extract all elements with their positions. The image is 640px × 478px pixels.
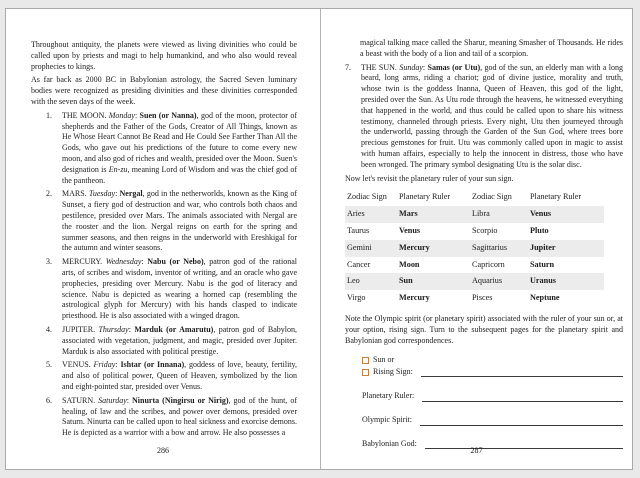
list-item-number: 7. — [345, 62, 351, 72]
page-divider — [320, 9, 321, 469]
olympic-spirit-label: Olympic Spirit: — [362, 414, 412, 424]
column-header: Zodiac Sign — [472, 192, 512, 202]
planetary-ruler-input-line[interactable] — [422, 393, 623, 402]
table-cell: Cancer — [347, 259, 371, 269]
sun-option-row — [362, 355, 623, 366]
sun-checkbox-label: Sun or — [373, 355, 395, 365]
table-cell: Mercury — [399, 293, 430, 303]
table-cell: Sun — [399, 276, 413, 286]
table-cell: Aquarius — [472, 276, 503, 286]
list-item-jupiter — [31, 325, 297, 357]
list-item-venus — [31, 360, 297, 392]
list-item-text: THE SUN. Sunday: Samas (or Utu), god of the sun, an elderly man with a long beard, long arms, riding a chariot; god of divine justice, morality and truth, whose twin is the goddess Inanna, Queen of Heaven, this god of the light, presided over the Sun. As Utu rode through the heavens, he witnessed everything that happened in the world, and thus could be called upon to share his witness testimony, channeled through priests. Every night, Utu then journeyed through the underworld, passing through the Garden of the Sun God, where trees bore precious gemstones for fruit. Utu was commonly called upon in magic to assist with human affairs, especially to help the innocent in distress, those who have been wronged. The primary symbol designating Utu is the solar disc. — [361, 62, 623, 169]
planetary-ruler-row — [362, 391, 623, 402]
table-cell: Mercury — [399, 242, 430, 252]
rising-sign-checkbox[interactable] — [362, 369, 369, 376]
left-page — [31, 40, 297, 442]
table-cell: Leo — [347, 276, 360, 286]
worksheet-form — [362, 355, 623, 449]
table-cell: Gemini — [347, 242, 372, 252]
list-item-mars — [31, 189, 297, 254]
table-row — [345, 240, 604, 257]
intro-paragraph: Throughout antiquity, the planets were viewed as living divinities who could be called upon by priests and magi to help humankind, and who also would reveal prophecies to kings. — [31, 40, 297, 71]
left-page-number: 286 — [157, 446, 169, 455]
table-row — [345, 257, 604, 274]
right-page — [345, 38, 623, 449]
table-cell: Aries — [347, 209, 365, 219]
table-row — [345, 273, 604, 290]
table-cell: Uranus — [530, 276, 556, 286]
olympic-spirit-input-line[interactable] — [420, 417, 623, 426]
table-row — [345, 206, 604, 223]
table-cell: Venus — [399, 225, 421, 235]
list-item-number: 2. — [46, 189, 52, 199]
column-header: Zodiac Sign — [347, 192, 387, 202]
table-cell: Neptune — [530, 293, 560, 303]
list-item-number: 3. — [46, 257, 52, 267]
column-header: Planetary Ruler — [399, 192, 451, 202]
right-page-number: 287 — [470, 446, 483, 455]
table-cell: Pluto — [530, 225, 549, 235]
list-item-number: 5. — [46, 360, 52, 370]
table-cell: Virgo — [347, 293, 366, 303]
list-item-text: JUPITER. Thursday: Marduk (or Amarutu), patron god of Babylon, associated with vegetation, judgment, and magic, presided over Jupiter. Marduk is also associated with political prestige. — [62, 324, 297, 356]
column-header: Planetary Ruler — [530, 192, 582, 202]
table-cell: Taurus — [347, 225, 370, 235]
list-item-number: 4. — [46, 324, 52, 334]
babylon-paragraph: As far back as 2000 BC in Babylonian astrology, the Sacred Seven luminary bodies were recognized as presiding divinities and these divinities corresponded with the seven days of the week. — [31, 75, 297, 106]
list-item-text: MARS. Tuesday: Nergal, god in the netherworlds, known as the King of Sunset, a fiery god of destruction and war, who controls both chaos and pestilence, presided over Mars. The animals associated with Nergal are the rooster and the lion. Nergal reigns on earth for the spring and summer seasons, and then reigns in the underworld with Ereshkigal for the autumn and winter seasons. — [62, 189, 297, 253]
rising-sign-input-line[interactable] — [421, 368, 623, 377]
table-cell: Scorpio — [472, 225, 498, 235]
list-item-text: MERCURY. Wednesday: Nabu (or Nebo), patron god of the rational arts, of scribes and wisdom, inventor of writing, and an oracle who gave prophecies, presiding over Mercury. Nabu is the god of literacy and science. Nabu is depicted as wearing a horned cap (resembling the astrological glyph for Mercury) with his hands clasped to indicate priesthood. He is also associated with a winged dragon. — [62, 257, 298, 321]
table-cell: Moon — [399, 259, 420, 269]
list-item-sun — [345, 63, 623, 171]
rising-sign-checkbox-label: Rising Sign: — [373, 367, 413, 377]
list-item-text: THE MOON. Monday: Suen (or Nanna), god of the moon, protector of shepherds and the Father of the Gods, Creator of All Things, known as He Whose Heart Cannot Be Read and He Could See Farther Than All the Gods, who gave out his predictions of the future to come every new moon, and also god of riches and wealth, presided over the Moon. Suen's designation is En-zu, meaning Lord of Wisdom and was the chief god of the pantheon. — [62, 110, 297, 185]
list-item-text: SATURN. Saturday: Ninurta (Ningirsu or Nirig), god of the hunt, of healing, of law and the scribes, and power over demons, presided over Saturn. Ninurta can be called upon to heal sickness and exorcise demons. He is depicted as a warrior with a bow and arrow. He also possesses a — [62, 395, 297, 438]
planetary-ruler-label: Planetary Ruler: — [362, 390, 415, 400]
list-item-moon — [31, 111, 297, 187]
table-row — [345, 290, 604, 307]
table-cell: Jupiter — [530, 242, 556, 252]
table-cell: Libra — [472, 209, 490, 219]
table-header-row — [345, 189, 604, 206]
sun-checkbox[interactable] — [362, 357, 369, 364]
note-paragraph: Note the Olympic spirit (or planetary spirit) associated with the ruler of your sun or, at your option, rising sign. Turn to the subsequent pages for the planetary spirit and Babylonian god correspondences. — [345, 313, 623, 345]
table-cell: Mars — [399, 209, 418, 219]
table-cell: Capricorn — [472, 259, 505, 269]
book-spread — [5, 8, 633, 470]
olympic-spirit-row — [362, 415, 623, 426]
saturn-continuation-paragraph: magical talking mace called the Sharur, meaning Smasher of Thousands. He rides a beast with the body of a lion and tail of a scorpion. — [360, 38, 623, 58]
table-row — [345, 223, 604, 240]
rising-sign-option-row — [362, 367, 623, 378]
table-cell: Pisces — [472, 293, 493, 303]
list-item-number: 6. — [46, 395, 52, 405]
revisit-paragraph: Now let's revisit the planetary ruler of your sun sign. — [345, 173, 514, 183]
list-item-text: VENUS. Friday: Ishtar (or Innana), goddess of love, beauty, fertility, and also of political power, Queen of Heaven, symbolized by the lion and eight-pointed star, presided over Venus. — [62, 360, 297, 391]
table-cell: Saturn — [530, 259, 555, 269]
list-item-saturn — [31, 396, 297, 439]
list-item-number: 1. — [46, 110, 52, 120]
zodiac-ruler-table — [345, 189, 604, 307]
table-cell: Venus — [530, 209, 552, 219]
list-item-mercury — [31, 257, 297, 322]
babylonian-god-label: Babylonian God: — [362, 438, 417, 448]
table-cell: Sagittarius — [472, 242, 508, 252]
